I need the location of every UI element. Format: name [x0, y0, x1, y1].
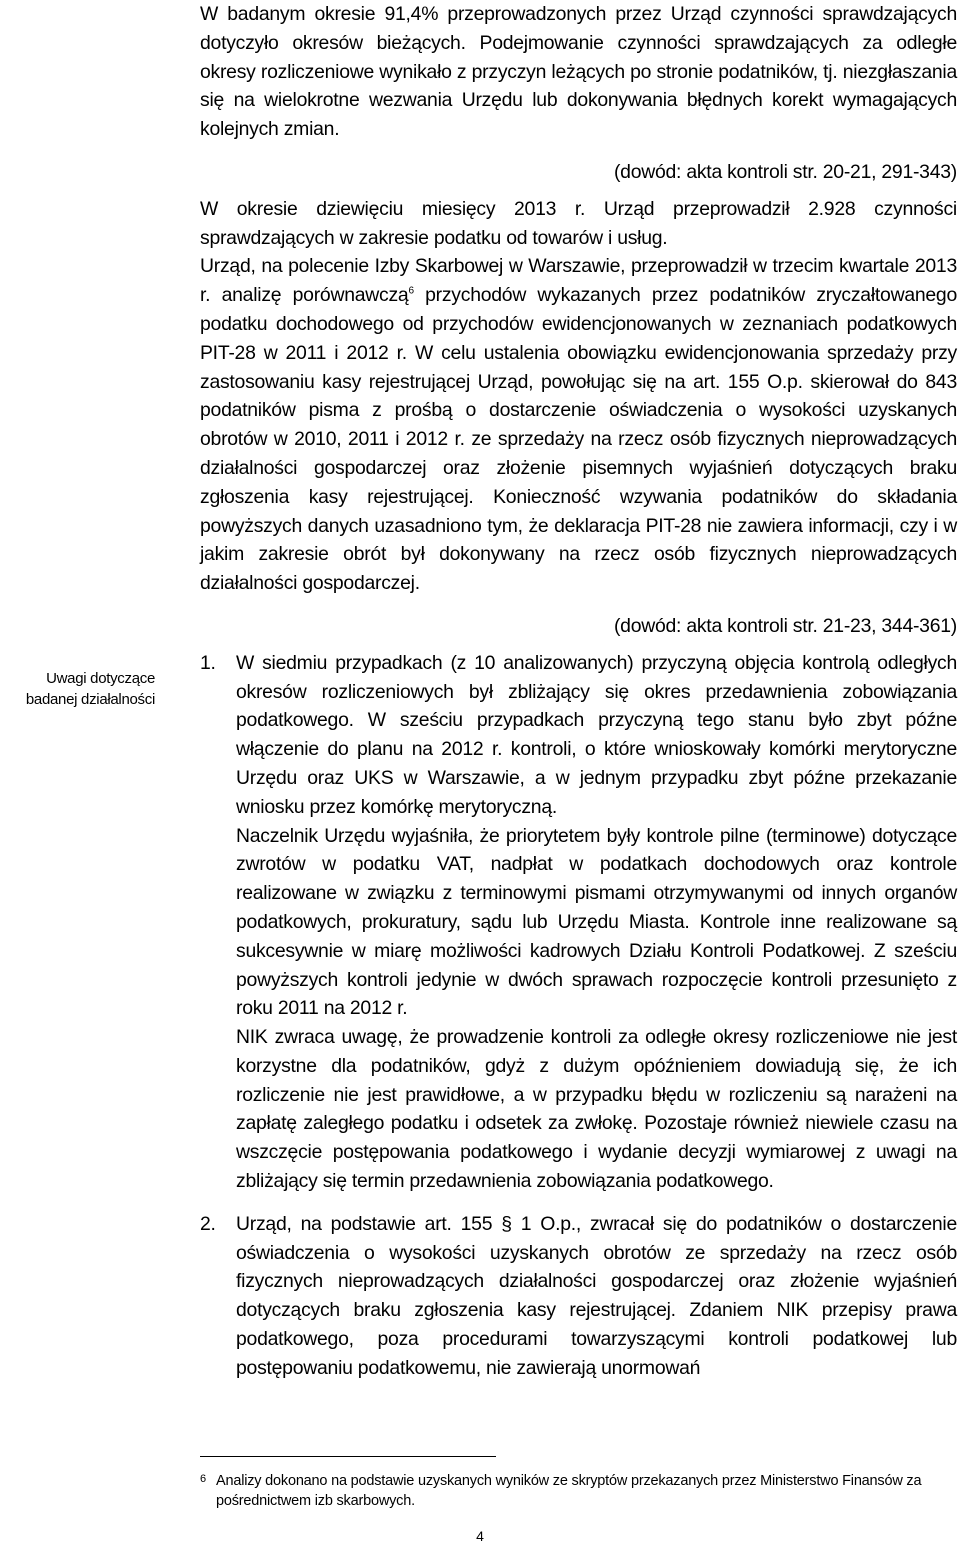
evidence-reference: (dowód: akta kontroli str. 21-23, 344-361): [613, 614, 957, 637]
paragraph-vat-checks: W okresie dziewięciu miesięcy 2013 r. Urząd przeprowadził 2.928 czynności sprawdzających w zakresie podatku od towarów i usług.: [200, 197, 957, 249]
footnote-reference[interactable]: 6: [408, 285, 414, 297]
item-body: [236, 1210, 957, 1383]
analysis-text-end: przychodów wykazanych przez podatników zryczałtowanego podatku dochodowego od przychodów ewidencjonowanych w zeznaniach podatkowych PIT-28 w 2011 i 2012 r. W celu ustalenia obowiązku ewidencjonowania sprzedaży przy zastosowaniu kasy rejestrującej Urząd, powołując się na art. 155 O.p. skierował do 843 podatników pisma z prośbą o dostarczenie oświadczenia o wysokości uzyskanych obrotów w 2010, 2011 i 2012 r. ze sprzedaży na rzecz osób fizycznych nieprowadzących działalności gospodarczej oraz złożenie pisemnych wyjaśnień dotyczących braku zgłoszenia kasy rejestrującej. Konieczność wzywania podatników do składania powyższych danych uzasadniono tym, że deklaracja PIT-28 nie zawiera informacji, czy i w jakim zakresie obrót był dokonywany na rzecz osób fizycznych nieprowadzących działalności gospodarczej.: [200, 284, 957, 595]
numbered-item: [200, 649, 957, 1196]
margin-note-text: Uwagi dotyczące badanej działalności: [25, 670, 155, 708]
footnote-separator: [200, 1456, 496, 1457]
item-number: 2.: [200, 1212, 216, 1235]
paragraph-checks-share: W badanym okresie 91,4% przeprowadzonych przez Urząd czynności sprawdzających dotyczyło okresów bieżących. Podejmowanie czynności sprawdzających za odległe okresy rozliczeniowe wynikało z przyczyn leżących po stronie podatników, tj. niezgłaszania się na wielokrotne wezwania Urzędu lub dokonywania błędnych korekt wymagających kolejnych zmian.: [200, 3, 957, 141]
footnote: [200, 1471, 956, 1511]
item-paragraph: NIK zwraca uwagę, że prowadzenie kontroli za odległe okresy rozliczeniowe nie jest korzystne dla podatników, gdyż z dużym opóźnieniem dowiadują się, że ich rozliczenie nie jest prawidłowe, a w przypadku błędu w rozliczeniu są narażeni na zapłatę zaległego podatku i odsetek za zwłokę. Pozostaje również niewiele czasu na wszczęcie postępowania podatkowego i wydanie decyzji wymiarowej z uwagi na zbliżający się termin przedawnienia zobowiązania podatkowego.: [236, 1026, 957, 1193]
item-number: 1.: [200, 651, 216, 674]
footnote-mark: 6: [200, 1473, 206, 1485]
item-paragraph: Naczelnik Urzędu wyjaśniła, że priorytetem były kontrole pilne (terminowe) dotyczące zwrotów w podatku VAT, nadpłat w podatkach dochodowych oraz kontrole realizowane w związku z terminowymi pismami otrzymywanymi od innych organów podatkowych, prokuratury, sądu lub Urzędu Miasta. Kontrole inne realizowane są sukcesywnie w miarę możliwości kadrowych Działu Kontroli Podatkowej. Z sześciu powyższych kontroli jedynie w dwóch sprawach rozpoczęcie kontroli przesunięto z roku 2011 na 2012 r.: [236, 824, 957, 1020]
margin-note: [0, 668, 155, 710]
analysis-text-start: Urząd, na polecenie Izby Skarbowej w Warszawie, przeprowadził w trzecim kwartale 2013 r. analizę porównawczą: [200, 255, 957, 307]
paragraph-comparative-analysis: [200, 252, 957, 598]
item-body: [236, 649, 957, 1196]
numbered-item: [200, 1210, 957, 1383]
page-number: 4: [476, 1528, 484, 1544]
footnote-text: Analizy dokonano na podstawie uzyskanych wyników ze skryptów przekazanych przez Ministerstwo Finansów za pośrednictwem izb skarbowych.: [216, 1473, 922, 1509]
item-paragraph: W siedmiu przypadkach (z 10 analizowanych) przyczyną objęcia kontrolą odległych okresów rozliczeniowych był zbliżający się okres przedawnienia zobowiązania podatkowego. W sześciu przypadkach przyczyną tego stanu było zbyt późne włączenie do planu na 2012 r. kontroli, o które wnioskowały komórki merytoryczne Urzędu oraz UKS w Warszawie, a w jednym przypadku zbyt późne przekazanie wniosku przez komórkę merytoryczną.: [236, 651, 957, 818]
item-paragraph: Urząd, na podstawie art. 155 § 1 O.p., zwracał się do podatników o dostarczenie oświadczenia o wysokości uzyskanych obrotów ze sprzedaży na rzecz osób fizycznych nieprowadzących działalności gospodarczej oraz złożenie wyjaśnień dotyczących braku zgłoszenia kasy rejestrującej. Zdaniem NIK przepisy prawa podatkowego, poza procedurami towarzyszącymi kontroli podatkowej lub postępowaniu podatkowemu, nie zawierają unormowań: [236, 1212, 957, 1379]
evidence-reference: (dowód: akta kontroli str. 20-21, 291-343): [613, 160, 957, 183]
main-text: [200, 0, 957, 1383]
